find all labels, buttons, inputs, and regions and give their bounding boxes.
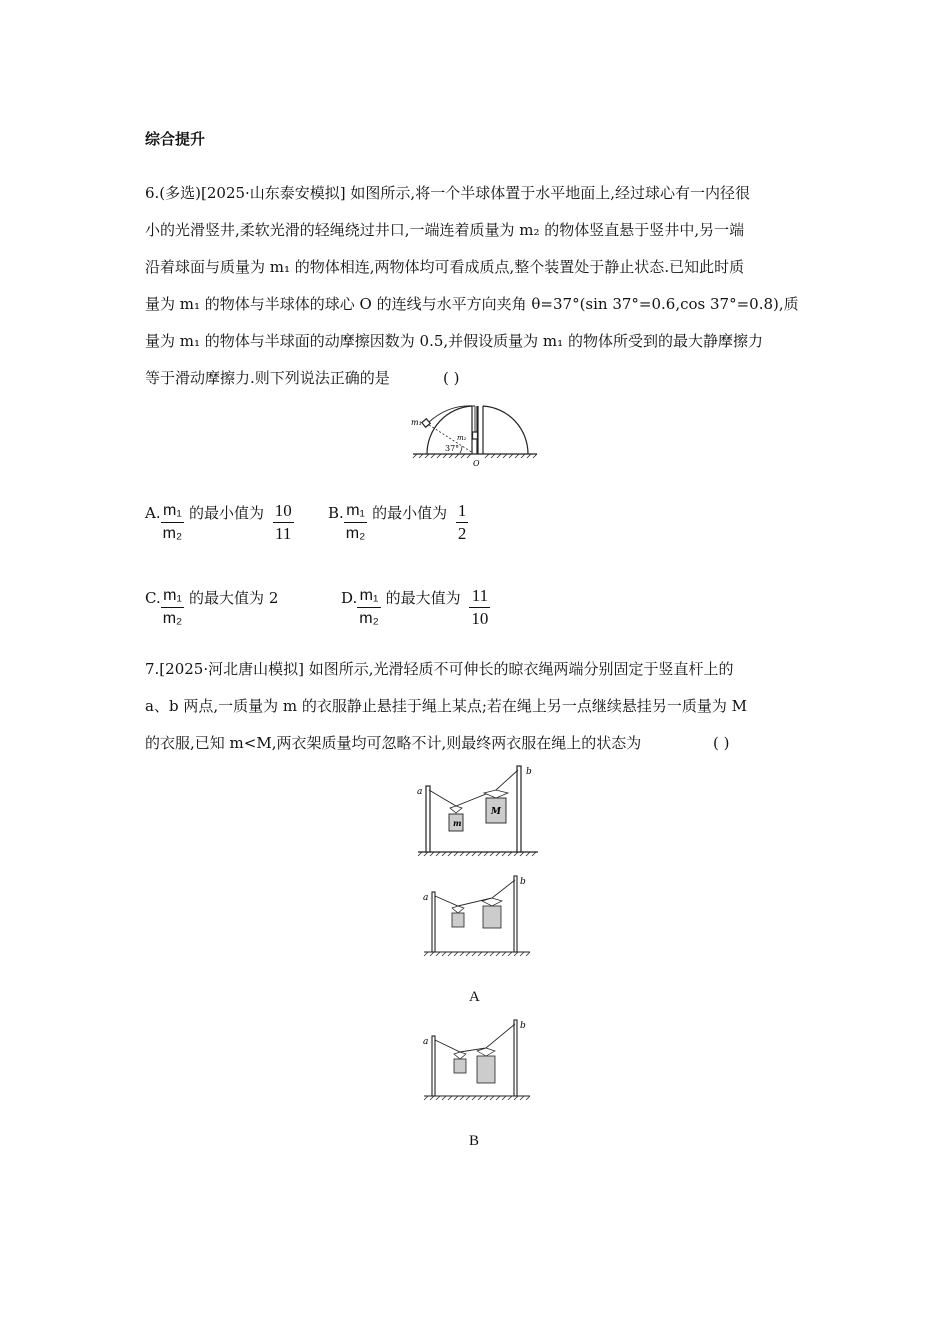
ratio-denominator: m₂ [162, 525, 183, 542]
q7-answer-paren: ( ) [713, 734, 730, 752]
q6-line-5: 量为 m₁ 的物体与半球面的动摩擦因数为 0.5,并假设质量为 m₁ 的物体所受到的最大静摩擦力 [145, 332, 763, 350]
q6-line-4: 量为 m₁ 的物体与半球体的球心 O 的连线与水平方向夹角 θ=37°(sin 37°=0.6,cos 37°=0.8),质 [145, 295, 799, 313]
option-a-ratio [161, 500, 185, 545]
hemisphere-figure [405, 398, 545, 470]
center-label: O [473, 459, 480, 468]
option-a-text: 的最小值为 [188, 504, 264, 522]
m2-block [473, 432, 478, 439]
option-b-text: 的最小值为 [372, 504, 448, 522]
point-b-label: b [526, 767, 532, 777]
q6-line-6: 等于滑动摩擦力.则下列说法正确的是 [145, 369, 390, 387]
value-denominator: 2 [457, 524, 467, 543]
value-numerator: 11 [469, 585, 490, 608]
value-denominator: 11 [275, 524, 292, 543]
option-b-value [456, 500, 469, 545]
ratio-numerator: m₁ [357, 585, 381, 608]
point-a-label: a [417, 787, 423, 797]
section-heading: 综合提升 [145, 130, 206, 148]
option-a-prefix: A. [145, 504, 161, 522]
option-c[interactable] [145, 585, 278, 630]
option-b-figure [420, 1014, 532, 1102]
q6-line-2: 小的光滑竖井,柔软光滑的轻绳绕过井口,一端连着质量为 m₂ 的物体竖直悬于竖井中,另一端 [145, 221, 745, 239]
m2-label: m₂ [457, 434, 467, 442]
ratio-denominator: m₂ [345, 525, 366, 542]
q7-line-1: 7.[2025·河北唐山模拟] 如图所示,光滑轻质不可伸长的晾衣绳两端分别固定于竖直杆上的 [145, 660, 734, 678]
ratio-denominator: m₂ [162, 610, 183, 627]
m1-label: m₁ [411, 418, 422, 427]
ratio-numerator: m₁ [344, 500, 368, 523]
option-d[interactable] [341, 585, 490, 630]
angle-label: 37° [445, 444, 460, 453]
value-numerator: 1 [456, 500, 469, 523]
value-numerator: 10 [273, 500, 294, 523]
option-b-prefix: B. [328, 504, 344, 522]
q7-line-3: 的衣服,已知 m<M,两衣架质量均可忽略不计,则最终两衣服在绳上的状态为 [145, 734, 642, 752]
option-c-text: 的最大值为 2 [189, 589, 279, 607]
m1-block [422, 419, 430, 427]
q6-line-3: 沿着球面与质量为 m₁ 的物体相连,两物体均可看成质点,整个装置处于静止状态.已知此时质 [145, 258, 745, 276]
point-b-label: b [520, 877, 526, 887]
value-denominator: 10 [471, 609, 489, 628]
option-a-value [273, 500, 294, 545]
q7-line-2: a、b 两点,一质量为 m 的衣服静止悬挂于绳上某点;若在绳上另一点继续悬挂另一质量为 M [145, 697, 748, 715]
option-b[interactable] [328, 500, 468, 545]
option-a[interactable] [145, 500, 294, 545]
ratio-denominator: m₂ [359, 610, 379, 627]
q6-answer-paren: ( ) [443, 369, 460, 387]
ratio-numerator: m₁ [161, 585, 185, 608]
option-c-prefix: C. [145, 589, 161, 607]
option-b-caption[interactable]: B [469, 1133, 480, 1149]
option-c-ratio [161, 585, 185, 630]
option-d-value [469, 585, 490, 630]
big-mass-label: M [491, 807, 501, 817]
option-d-text: 的最大值为 [385, 589, 461, 607]
small-mass-label: m [453, 818, 462, 828]
point-a-label: a [423, 893, 429, 903]
point-a-label: a [423, 1037, 429, 1047]
point-b-label: b [520, 1021, 526, 1031]
option-d-ratio [357, 585, 381, 630]
hemisphere-right-arc [483, 406, 528, 454]
q6-line-1: 6.(多选)[2025·山东泰安模拟] 如图所示,将一个半球体置于水平地面上,经过球心有一内径很 [145, 184, 750, 202]
ratio-numerator: m₁ [161, 500, 185, 523]
option-a-caption[interactable]: A [469, 989, 480, 1005]
option-d-prefix: D. [341, 589, 358, 607]
clothesline-figure [412, 760, 540, 860]
option-b-ratio [344, 500, 368, 545]
option-a-figure [420, 870, 532, 958]
